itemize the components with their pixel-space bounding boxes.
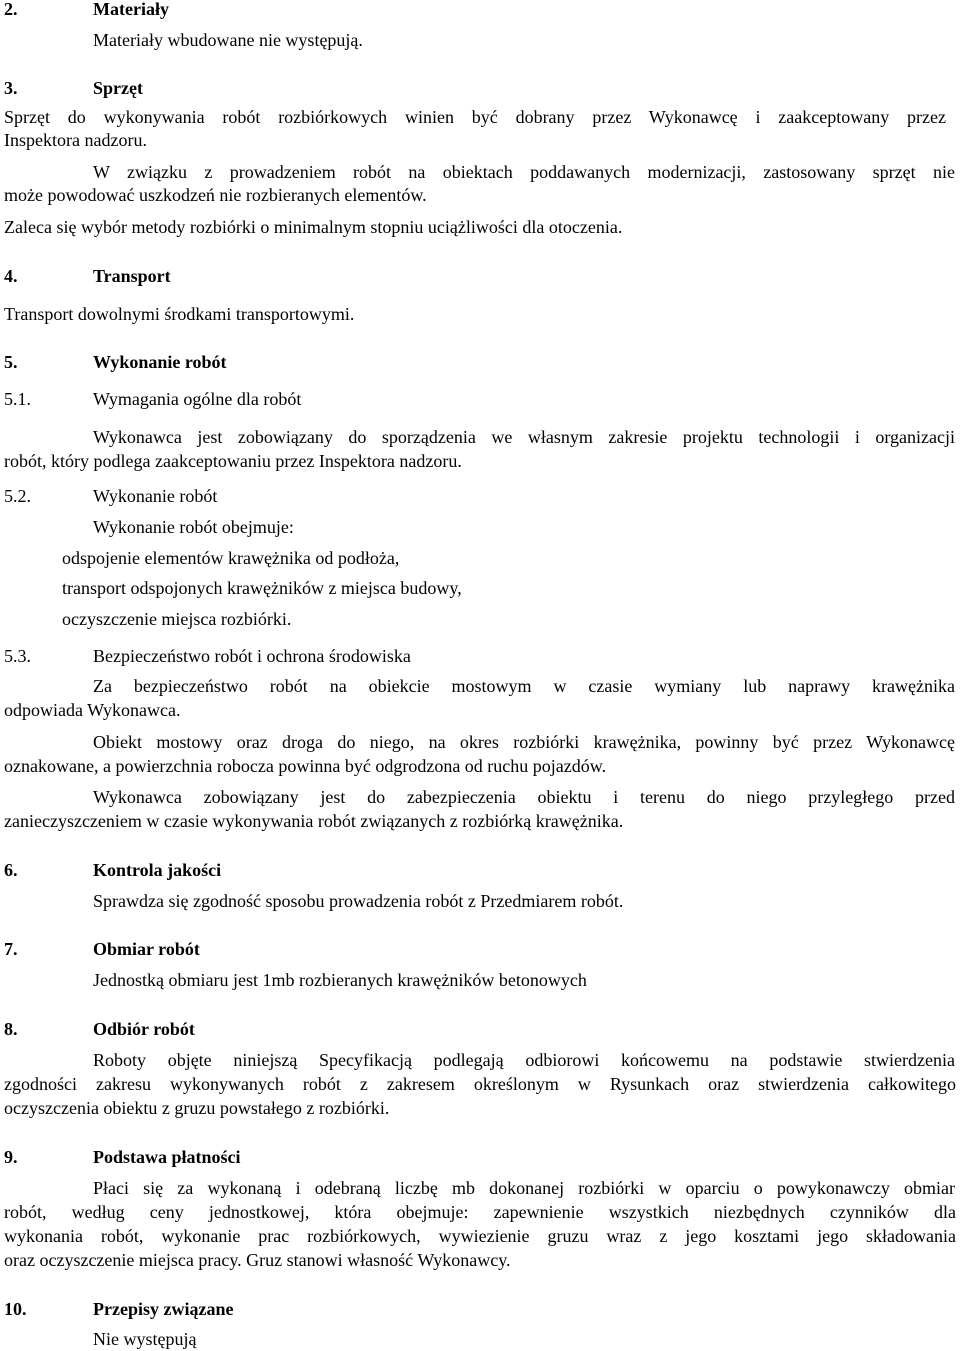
paragraph-line: Wykonawca zobowiązany jest do zabezpieczenia obiektu i terenu do niego przyległego przed [93, 787, 955, 807]
paragraph-line: oczyszczenia obiektu z gruzu powstałego z rozbiórki. [4, 1098, 390, 1118]
subsection-number: 5.3. [4, 646, 31, 666]
section-title: Wykonanie robót [93, 352, 227, 372]
list-intro: Wykonanie robót obejmuje: [93, 517, 294, 537]
paragraph-line: Inspektora nadzoru. [4, 130, 147, 150]
section-title: Transport [93, 266, 171, 286]
paragraph: Jednostką obmiaru jest 1mb rozbieranych krawężników betonowych [93, 970, 587, 990]
section-title: Sprzęt [93, 78, 143, 98]
paragraph-line: robót, który podlega zaakceptowaniu przez Inspektora nadzoru. [4, 451, 462, 471]
subsection-title: Wykonanie robót [93, 486, 218, 506]
paragraph-line: odpowiada Wykonawca. [4, 700, 181, 720]
section-number: 9. [4, 1147, 18, 1167]
paragraph-line: Obiekt mostowy oraz droga do niego, na okres rozbiórki krawężnika, powinny być przez Wykonawcę [93, 732, 955, 752]
paragraph-line: oraz oczyszczenie miejsca pracy. Gruz stanowi własność Wykonawcy. [4, 1250, 511, 1270]
paragraph-line: robót, według ceny jednostkowej, która obejmuje: zapewnienie wszystkich niezbędnych czynników dla [4, 1202, 956, 1222]
paragraph-line: zgodności zakresu wykonywanych robót z zakresem określonym w Rysunkach oraz stwierdzenia całkowitego [4, 1074, 956, 1094]
section-number: 6. [4, 860, 18, 880]
section-title: Obmiar robót [93, 939, 200, 959]
section-title: Podstawa płatności [93, 1147, 241, 1167]
list-item: transport odspojonych krawężników z miejsca budowy, [62, 578, 462, 598]
section-title: Materiały [93, 0, 169, 19]
paragraph-line: W związku z prowadzeniem robót na obiektach poddawanych modernizacji, zastosowany sprzęt nie [93, 162, 955, 182]
paragraph: Sprawdza się zgodność sposobu prowadzenia robót z Przedmiarem robót. [93, 891, 624, 911]
section-number: 3. [4, 78, 18, 98]
section-number: 5. [4, 352, 18, 372]
list-item: oczyszczenie miejsca rozbiórki. [62, 609, 292, 629]
section-title: Kontrola jakości [93, 860, 222, 880]
subsection-number: 5.1. [4, 389, 31, 409]
paragraph-line: wykonania robót, wykonanie prac rozbiórkowych, wywiezienie gruzu wraz z jego kosztami jego składowania [4, 1226, 956, 1246]
subsection-title: Bezpieczeństwo robót i ochrona środowiska [93, 646, 411, 666]
paragraph-line: Wykonawca jest zobowiązany do sporządzenia we własnym zakresie projektu technologii i organizacji [93, 427, 955, 447]
section-number: 10. [4, 1299, 27, 1319]
section-title: Przepisy związane [93, 1299, 234, 1319]
subsection-number: 5.2. [4, 486, 31, 506]
paragraph: Materiały wbudowane nie występują. [93, 30, 363, 50]
section-number: 7. [4, 939, 18, 959]
paragraph-line: Sprzęt do wykonywania robót rozbiórkowych winien być dobrany przez Wykonawcę i zaakceptowany przez [4, 107, 946, 127]
paragraph: Nie występują [93, 1329, 197, 1349]
subsection-title: Wymagania ogólne dla robót [93, 389, 302, 409]
paragraph-line: może powodować uszkodzeń nie rozbieranych elementów. [4, 185, 427, 205]
paragraph-line: Roboty objęte niniejszą Specyfikacją podlegają odbiorowi końcowemu na podstawie stwierdzenia [93, 1050, 955, 1070]
section-number: 4. [4, 266, 18, 286]
section-title: Odbiór robót [93, 1019, 195, 1039]
section-number: 8. [4, 1019, 18, 1039]
paragraph-line: Za bezpieczeństwo robót na obiekcie mostowym w czasie wymiany lub naprawy krawężnika [93, 676, 955, 696]
paragraph-line: zanieczyszczeniem w czasie wykonywania robót związanych z rozbiórką krawężnika. [4, 811, 624, 831]
section-number: 2. [4, 0, 18, 19]
list-item: odspojenie elementów krawężnika od podłoża, [62, 548, 400, 568]
paragraph: Transport dowolnymi środkami transportowymi. [4, 304, 355, 324]
paragraph-line: oznakowane, a powierzchnia robocza powinna być odgrodzona od ruchu pojazdów. [4, 756, 607, 776]
paragraph: Zaleca się wybór metody rozbiórki o minimalnym stopniu uciążliwości dla otoczenia. [4, 217, 623, 237]
paragraph-line: Płaci się za wykonaną i odebraną liczbę mb dokonanej rozbiórki w oparciu o powykonawczy obmiar [93, 1178, 955, 1198]
